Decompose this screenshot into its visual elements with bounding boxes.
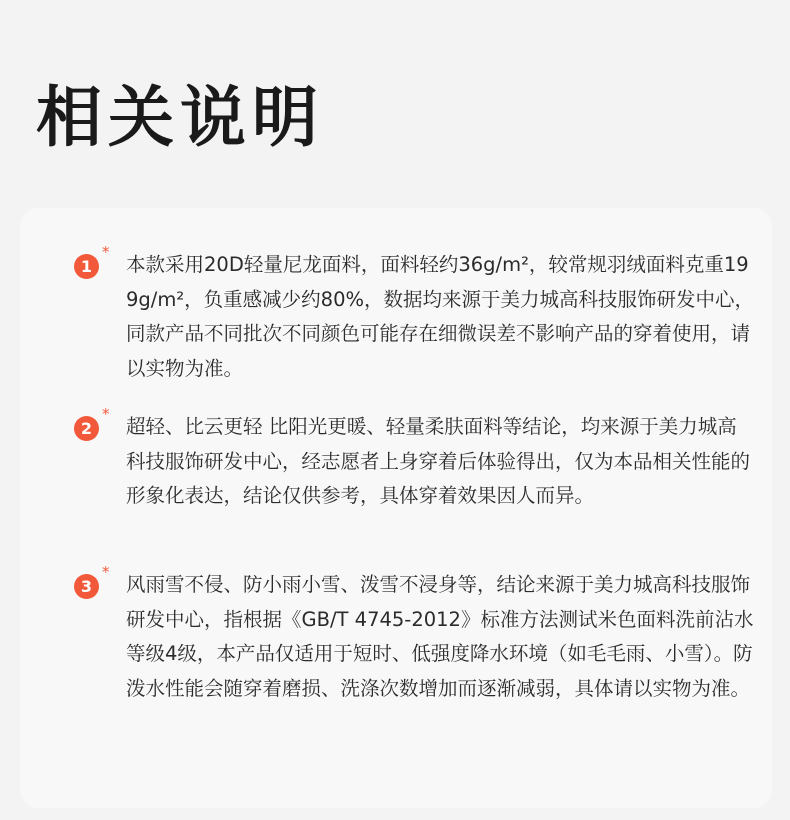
asterisk-marker: * [102,563,110,581]
number-badge-1: 1 [74,254,99,279]
asterisk-marker: * [102,243,110,261]
note-item-1 [74,243,755,386]
note-item-2 [74,405,754,514]
note-text-2: 超轻、比云更轻 比阳光更暖、轻量柔肤面料等结论，均来源于美力城高科技服饰研发中心，经志愿者上身穿着后体验得出，仅为本品相关性能的形象化表达，结论仅供参考，具体穿着效果因人而异。 [126,415,751,507]
note-text-1: 本款采用20D轻量尼龙面料，面料轻约36g/m²，较常规羽绒面料克重199g/m²，负重感减少约80%，数据均来源于美力城高科技服饰研发中心，同款产品不同批次不同颜色可能存在细微误差不影响产品的穿着使用，请以实物为准。 [126,253,755,380]
page-title: 相关说明 [36,79,324,156]
number-badge-3: 3 [74,574,99,599]
notes-card [20,208,772,808]
note-text-3: 风雨雪不侵、防小雨小雪、泼雪不浸身等，结论来源于美力城高科技服饰研发中心，指根据《GB/T 4745-2012》标准方法测试米色面料洗前沾水等级4级，本产品仅适用于短时、低强度降水环境（如毛毛雨、小雪）。防泼水性能会随穿着磨损、洗涤次数增加而逐渐减弱，具体请以实物为准。 [126,573,754,700]
number-badge-2: 2 [74,416,99,441]
asterisk-marker: * [102,405,110,423]
note-item-3 [74,563,754,706]
